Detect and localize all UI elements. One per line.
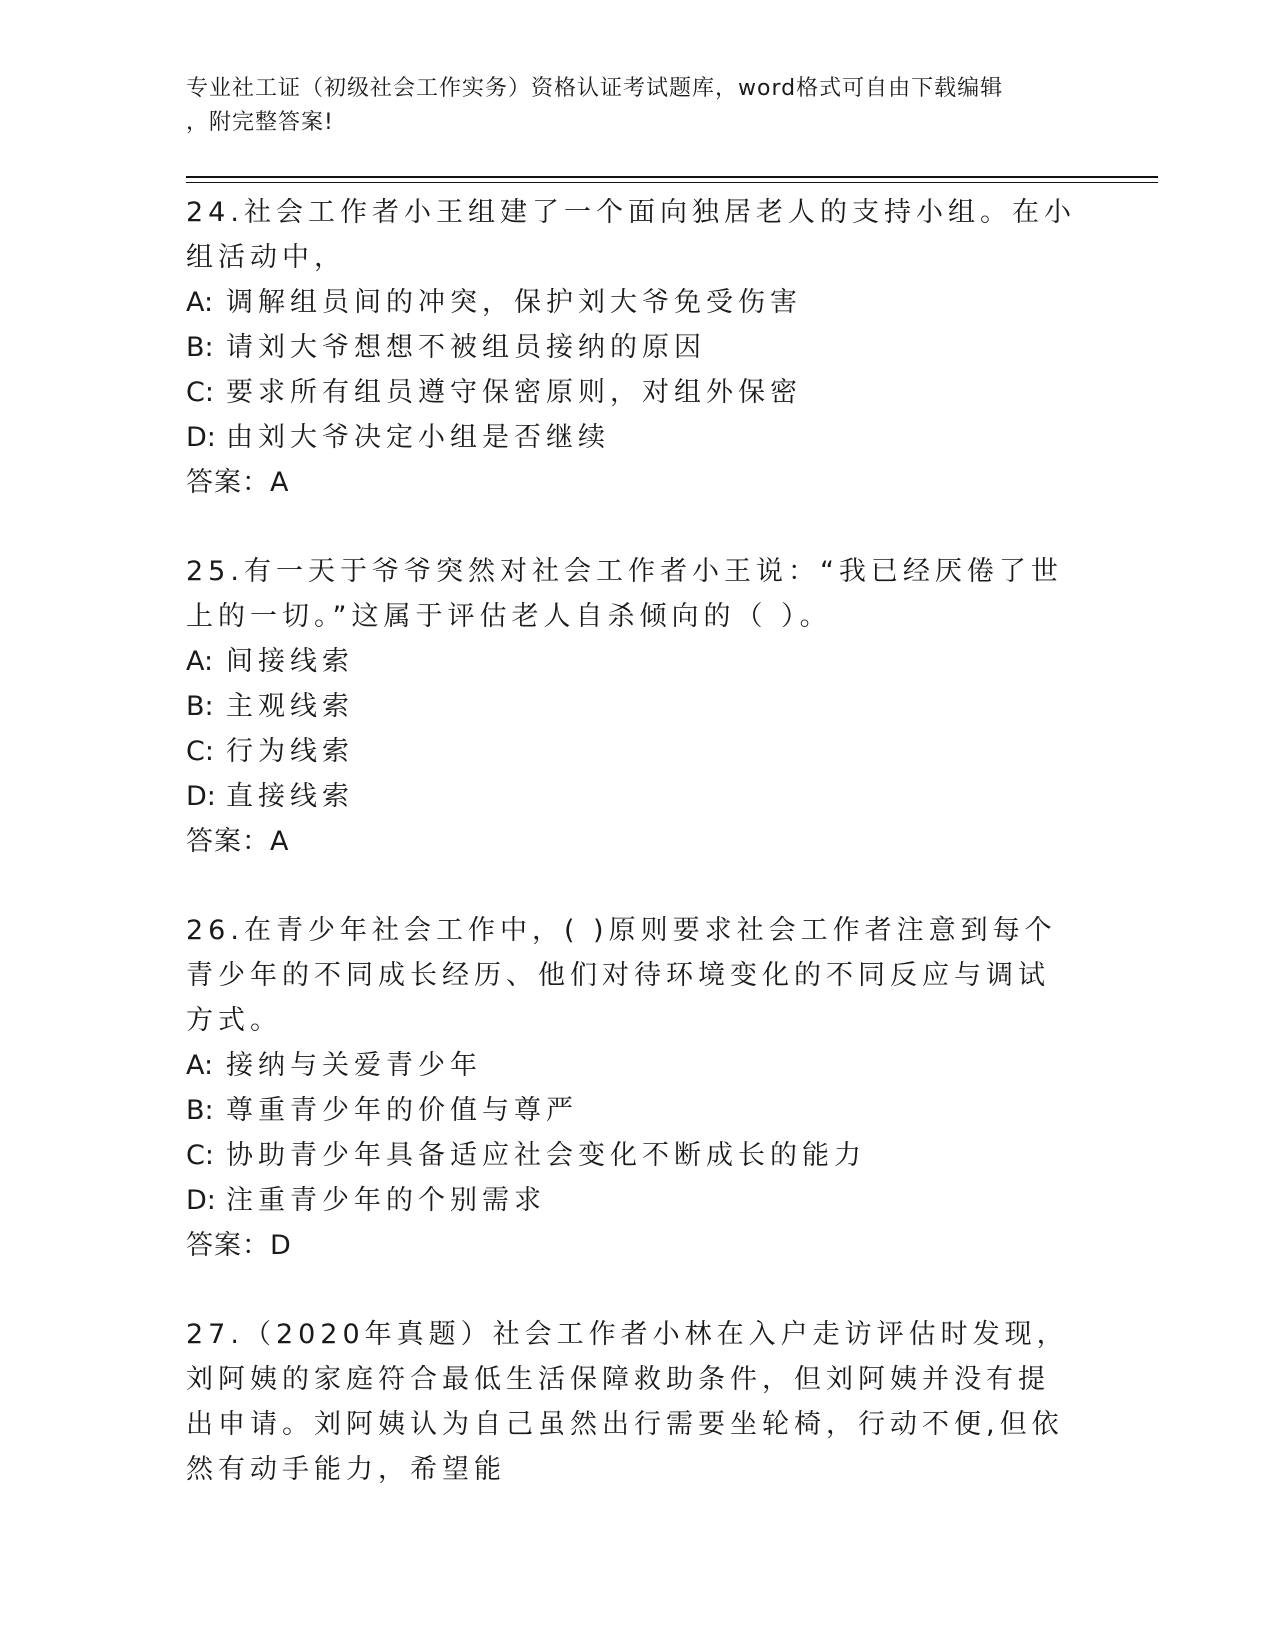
option-key: A: — [186, 1050, 214, 1081]
option-key: C: — [186, 736, 214, 767]
option-text: 接纳与关爱青少年 — [226, 1050, 482, 1081]
option-key: A: — [186, 646, 214, 677]
option-d — [186, 774, 1081, 819]
option-key: C: — [186, 1140, 214, 1171]
option-c — [186, 729, 1081, 774]
option-b — [186, 1088, 1081, 1133]
option-key: C: — [186, 377, 214, 408]
option-text: 调解组员间的冲突，保护刘大爷免受伤害 — [226, 287, 802, 318]
option-text: 注重青少年的个别需求 — [226, 1185, 546, 1216]
question-stem: 24.社会工作者小王组建了一个面向独居老人的支持小组。在小组活动中， — [186, 197, 1076, 273]
option-key: B: — [186, 332, 214, 363]
header-title-line1: 专业社工证（初级社会工作实务）资格认证考试题库，word格式可自由下载编辑 — [186, 76, 1004, 101]
option-text: 主观线索 — [226, 691, 354, 722]
header-divider-thin — [186, 182, 1158, 183]
option-a — [186, 280, 1081, 325]
option-d — [186, 415, 1081, 460]
option-text: 尊重青少年的价值与尊严 — [226, 1095, 578, 1126]
option-text: 协助青少年具备适应社会变化不断成长的能力 — [226, 1140, 866, 1171]
question-24 — [186, 190, 1081, 505]
option-key: D: — [186, 781, 216, 812]
answer-line: 答案：A — [186, 826, 290, 857]
header-divider-thick — [186, 176, 1158, 178]
question-stem: 27.（2020年真题）社会工作者小林在入户走访评估时发现，刘阿姨的家庭符合最低生活保障救助条件，但刘阿姨并没有提出申请。刘阿姨认为自己虽然出行需要坐轮椅，行动不便,但依然有动手能力，希望能 — [186, 1319, 1069, 1485]
option-key: B: — [186, 1095, 214, 1126]
question-25 — [186, 549, 1081, 864]
document-header — [186, 72, 1076, 140]
option-text: 请刘大爷想想不被组员接纳的原因 — [226, 332, 706, 363]
question-stem: 26.在青少年社会工作中，( )原则要求社会工作者注意到每个青少年的不同成长经历、他们对待环境变化的不同反应与调试方式。 — [186, 915, 1057, 1036]
question-list — [186, 190, 1081, 1536]
option-key: D: — [186, 1185, 216, 1216]
answer-line: 答案：A — [186, 467, 290, 498]
option-c — [186, 370, 1081, 415]
option-c — [186, 1133, 1081, 1178]
option-a — [186, 1043, 1081, 1088]
option-key: B: — [186, 691, 214, 722]
option-b — [186, 325, 1081, 370]
option-text: 要求所有组员遵守保密原则，对组外保密 — [226, 377, 802, 408]
header-title-line2: ，附完整答案! — [186, 110, 334, 135]
option-b — [186, 684, 1081, 729]
option-key: D: — [186, 422, 216, 453]
option-d — [186, 1178, 1081, 1223]
option-text: 由刘大爷决定小组是否继续 — [226, 422, 610, 453]
question-26 — [186, 908, 1081, 1268]
option-key: A: — [186, 287, 214, 318]
option-text: 直接线索 — [226, 781, 354, 812]
answer-line: 答案：D — [186, 1230, 292, 1261]
option-text: 行为线索 — [226, 736, 354, 767]
question-stem: 25.有一天于爷爷突然对社会工作者小王说：“我已经厌倦了世上的一切。”这属于评估老人自杀倾向的（ ）。 — [186, 556, 1063, 632]
option-text: 间接线索 — [226, 646, 354, 677]
option-a — [186, 639, 1081, 684]
question-27 — [186, 1312, 1081, 1492]
